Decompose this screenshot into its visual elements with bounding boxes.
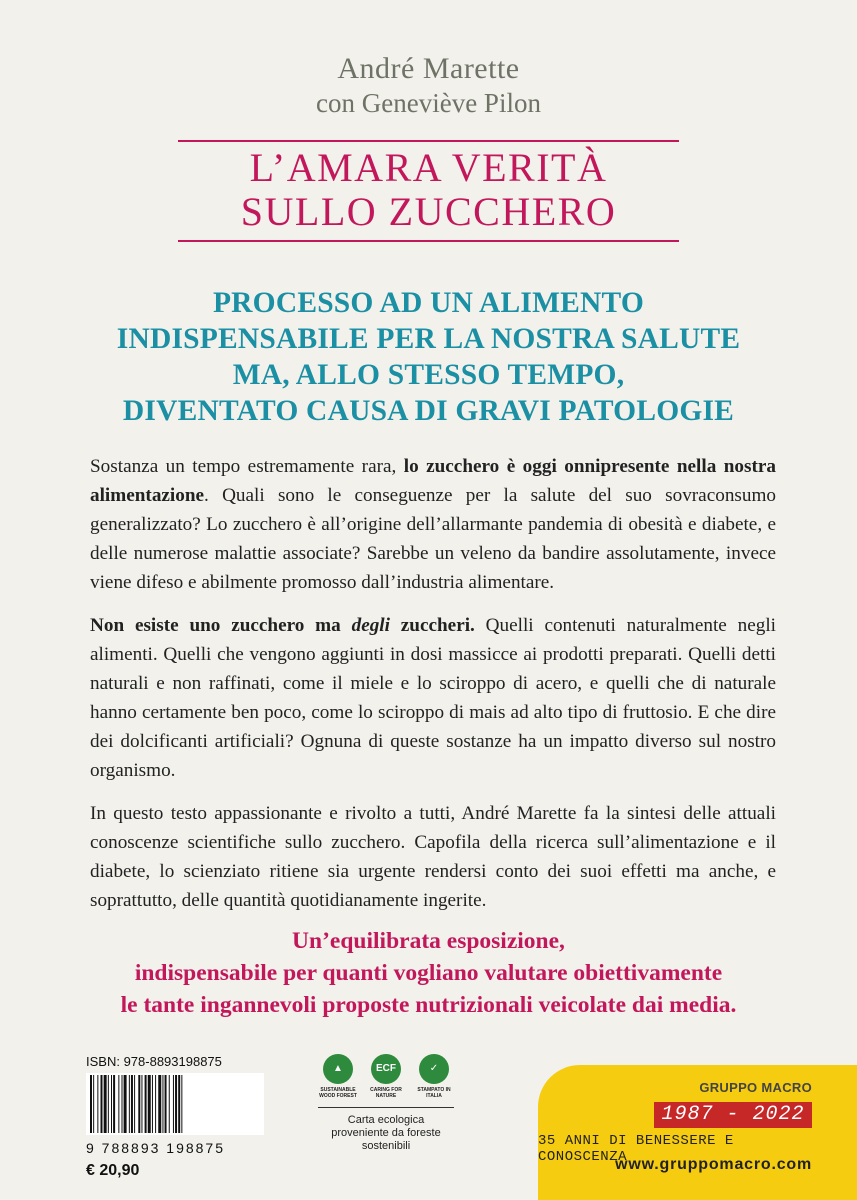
co-author-name: con Geneviève Pilon [316,88,541,118]
barcode-bar [158,1075,161,1133]
author-name: André Marette [337,52,520,85]
tagline-line: Un’equilibrata esposizione, [292,928,565,954]
barcode-bar [152,1075,153,1133]
barcode-bar [165,1075,167,1133]
eco-badge: ▲ SUSTAINABLE WOOD FOREST [318,1054,358,1099]
barcode-bar [93,1075,94,1133]
title-line-1: L’AMARA VERITÀ [249,145,608,190]
eco-note: Carta ecologica proveniente da foreste sostenibili [331,1114,441,1152]
paragraph-1: Sostanza un tempo estremamente rara, lo zucchero è oggi onnipresente nella nostra alimentazione. Quali sono le conseguenze per la salute del suo sovraconsumo generalizzato? Lo zucchero è all’origine dell’allarmante pandemia di obesità e diabete, e delle numerose malattie associate? Sarebbe un veleno da bandire assolutamente, invece viene difeso e abilmente promosso dall’industria alimentare. [90,456,776,593]
subtitle-line: MA, ALLO STESSO TEMPO, [232,359,625,391]
bold-phrase: lo zucchero è oggi onnipresente nella nostra alimentazione [90,456,776,506]
bold-phrase: Non esiste uno zucchero ma degli zuccheri. [90,615,475,636]
barcode-bar [141,1075,142,1133]
barcode-bar [111,1075,112,1133]
subtitle-line: INDISPENSABILE PER LA NOSTRA SALUTE [116,323,741,355]
ecf-icon: ECF [371,1054,401,1084]
anniversary-years: 1987 - 2022 [654,1102,812,1128]
barcode-bar [181,1075,182,1133]
barcode-bar [134,1075,135,1133]
isbn-label: ISBN: 978-8893198875 [86,1054,222,1069]
eco-badge: ✓ STAMPATO IN ITALIA [414,1054,454,1099]
barcode-digits: 9 788893 198875 [86,1140,225,1156]
barcode-bar [124,1075,127,1133]
publisher-slogan: 35 ANNI DI BENESSERE E CONOSCENZA [538,1133,734,1165]
barcode-bar [138,1075,140,1133]
book-title [178,140,679,242]
barcode-bar [169,1075,170,1133]
barcode-bar [104,1075,107,1133]
barcode-bar [131,1075,133,1133]
publisher-badge [538,1065,857,1200]
paragraph-3: In questo testo appassionante e rivolto a tutti, André Marette fa la sintesi delle attuali conoscenze scientifiche sullo zucchero. Capofila della ricerca sull’alimentazione e il diabete, lo scienziato ritiene sia urgente rendersi conto dei suoi effetti ma anche, e soprattutto, delle quantità quotidianamente ingerite. [90,803,776,911]
eco-divider [318,1107,454,1108]
paragraph-2: Non esiste uno zucchero ma degli zuccheri. Quelli contenuti naturalmente negli alimenti. Quelli che vengono aggiunti in dosi massicce ai prodotti preparati. Quelli detti naturali e non raffinati, come il miele e lo sciroppo di acero, e quelli che di naturale hanno certamente ben poco, come lo sciroppo di mais ad alto tipo di fruttosio. E che dire dei dolcificanti artificiali? Ognuna di queste sostanze ha un impatto diverso sul nostro organismo. [90,615,776,781]
italy-icon: ✓ [419,1054,449,1084]
barcode-bar [173,1075,174,1133]
publisher-url[interactable]: www.gruppomacro.com [615,1156,812,1173]
price: € 20,90 [86,1162,140,1179]
tagline-line: indispensabile per quanti vogliano valutare obiettivamente [134,960,723,986]
barcode-bar [162,1075,163,1133]
barcode-bar [178,1075,180,1133]
barcode-bar [118,1075,119,1133]
barcode-bar [122,1075,123,1133]
author-block [0,52,857,120]
isbn-block [86,1054,266,1180]
barcode-bar [145,1075,147,1133]
barcode-bar [155,1075,156,1133]
barcode-bar [108,1075,109,1133]
barcode-bar [148,1075,151,1133]
subtitle [0,285,857,429]
barcode-bar [129,1075,130,1133]
subtitle-line: DIVENTATO CAUSA DI GRAVI PATOLOGIE [122,395,735,427]
barcode-bar [101,1075,103,1133]
barcode-bar [113,1075,115,1133]
tree-icon: ▲ [323,1054,353,1084]
barcode-bar [90,1075,92,1133]
tagline-line: le tante ingannevoli proposte nutrizionali veicolate dai media. [120,992,737,1018]
eco-block [318,1054,454,1153]
tagline [0,925,857,1021]
barcode-bar [97,1075,98,1133]
subtitle-line: PROCESSO AD UN ALIMENTO [212,287,645,319]
barcode [86,1073,264,1135]
title-bottom-rule [178,240,679,242]
barcode-bar [175,1075,177,1133]
publisher-name: GRUPPO MACRO [699,1080,812,1095]
description [90,452,776,929]
title-line-2: SULLO ZUCCHERO [240,189,617,234]
eco-badge: ECF CARING FOR NATURE [366,1054,406,1099]
